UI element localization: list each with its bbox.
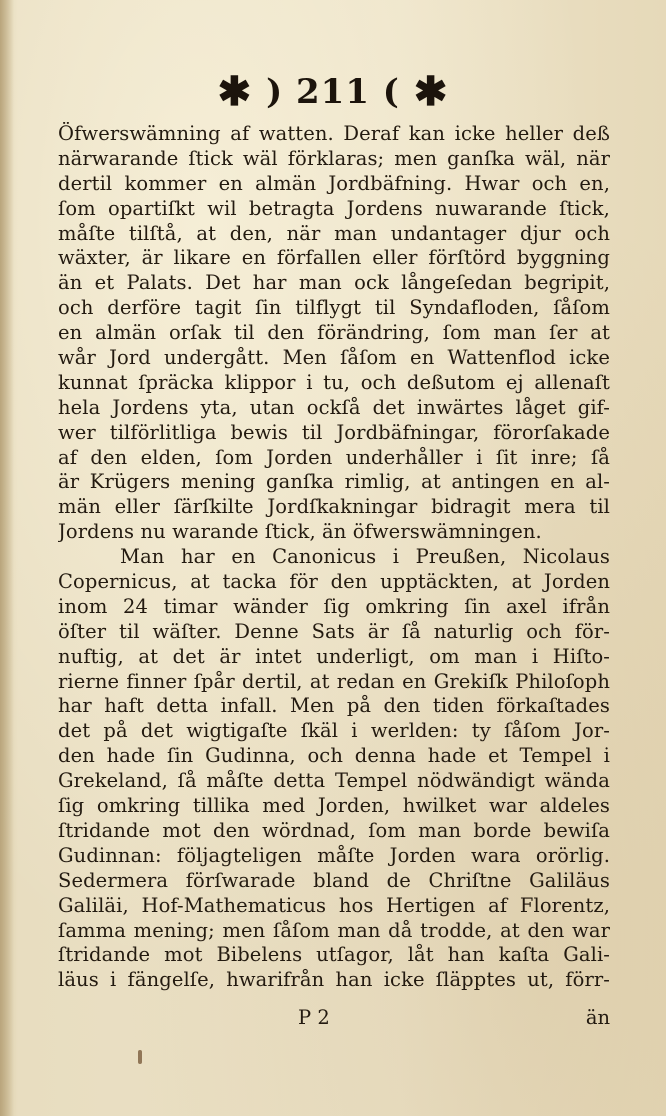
text-line: ſtridande mot Bibelens utſagor, låt han kaſta Gali- xyxy=(58,943,610,967)
text-line: nuftig, at det är intet underligt, om man i Hiſto- xyxy=(58,644,610,668)
paragraph-2 xyxy=(58,545,610,993)
text-line: måſte tilſtå, at den, när man undantager djur och xyxy=(58,221,610,245)
text-line: närwarande ſtick wäl förklaras; men ganſka wäl, när xyxy=(58,146,610,170)
text-line: kunnat ſpräcka klippor i tu, och deßutom ej allenaſt xyxy=(58,370,610,394)
text-line: hela Jordens yta, utan ockſå det inwärtes låget gif- xyxy=(58,395,610,419)
text-line: Galiläi, Hof-Mathematicus hos Hertigen af Florentz, xyxy=(58,893,610,917)
text-line: den hade ſin Gudinna, och denna hade et Tempel i xyxy=(58,744,610,768)
text-line: det på det wigtigaſte ſkäl i werlden: ty ſåſom Jor- xyxy=(58,719,610,743)
text-line: Gudinnan: följagteligen måſte Jorden wara orörlig. xyxy=(58,843,610,867)
text-line: Man har en Canonicus i Preußen, Nicolaus xyxy=(120,545,610,569)
body-text xyxy=(58,122,610,993)
page-spine-shadow xyxy=(0,0,14,1116)
text-line: läus i fängelſe, hwarifrån han icke ſläpptes ut, förr- xyxy=(58,968,610,992)
text-line: wäxter, är likare en förfallen eller förſtörd byggning xyxy=(58,246,610,270)
text-line: ſig omkring tillika med Jorden, hwilket war aldeles xyxy=(58,794,610,818)
left-ornament-icon: ✱ xyxy=(217,68,253,115)
page-number: ) 211 ( xyxy=(266,72,400,112)
paragraph-1 xyxy=(58,122,610,545)
text-line: än et Palats. Det har man ock långeſedan begripit, xyxy=(58,271,610,295)
text-line: män eller ſärſkilte Jordſkakningar bidragit mera til xyxy=(58,495,610,519)
text-line: rierne finner ſpår dertil, at redan en Grekiſk Philoſoph xyxy=(58,669,610,693)
signature-mark: P 2 xyxy=(298,1006,330,1029)
text-line: ſom opartiſkt wil betragta Jordens nuwarande ſtick, xyxy=(58,196,610,220)
text-line: Jordens nu warande ſtick, än öfwerswämningen. xyxy=(58,520,542,544)
catchword: än xyxy=(585,1006,610,1029)
text-line: har haft detta infall. Men på den tiden förkaſtades xyxy=(58,694,610,718)
right-ornament-icon: ✱ xyxy=(413,68,449,115)
text-line: wår Jord undergått. Men ſåſom en Wattenflod icke xyxy=(58,346,610,370)
text-line: Grekeland, ſå måſte detta Tempel nödwändigt wända xyxy=(58,769,610,793)
running-header xyxy=(0,62,666,122)
text-line: inom 24 timar wänder ſig omkring ſin axel ifrån xyxy=(58,594,610,618)
page-footer xyxy=(58,1006,610,1036)
text-line: en almän orſak til den förändring, ſom man ſer at xyxy=(58,321,610,345)
ink-smudge xyxy=(138,1050,142,1064)
text-line: Copernicus, at tacka för den upptäckten, at Jorden xyxy=(58,570,610,594)
text-line: ſamma mening; men ſåſom man då trodde, at den war xyxy=(58,918,610,942)
text-line: ſtridande mot den wördnad, ſom man borde bewiſa xyxy=(58,818,610,842)
text-line: wer tilförlitliga bewis til Jordbäfningar, förorſakade xyxy=(58,420,610,444)
text-line: Sedermera förſwarade bland de Chriſtne Galiläus xyxy=(58,868,610,892)
text-line: dertil kommer en almän Jordbäfning. Hwar och en, xyxy=(58,171,610,195)
text-line: af den elden, ſom Jorden underhåller i ſit inre; ſå xyxy=(58,445,610,469)
text-line: är Krügers mening ganſka rimlig, at antingen en al- xyxy=(58,470,610,494)
text-line: Öfwerswämning af watten. Deraf kan icke heller deß xyxy=(58,122,610,145)
text-line: och derföre tagit ſin tilflygt til Syndafloden, ſåſom xyxy=(58,296,610,320)
text-line: öſter til wäſter. Denne Sats är ſå naturlig och för- xyxy=(58,619,610,643)
